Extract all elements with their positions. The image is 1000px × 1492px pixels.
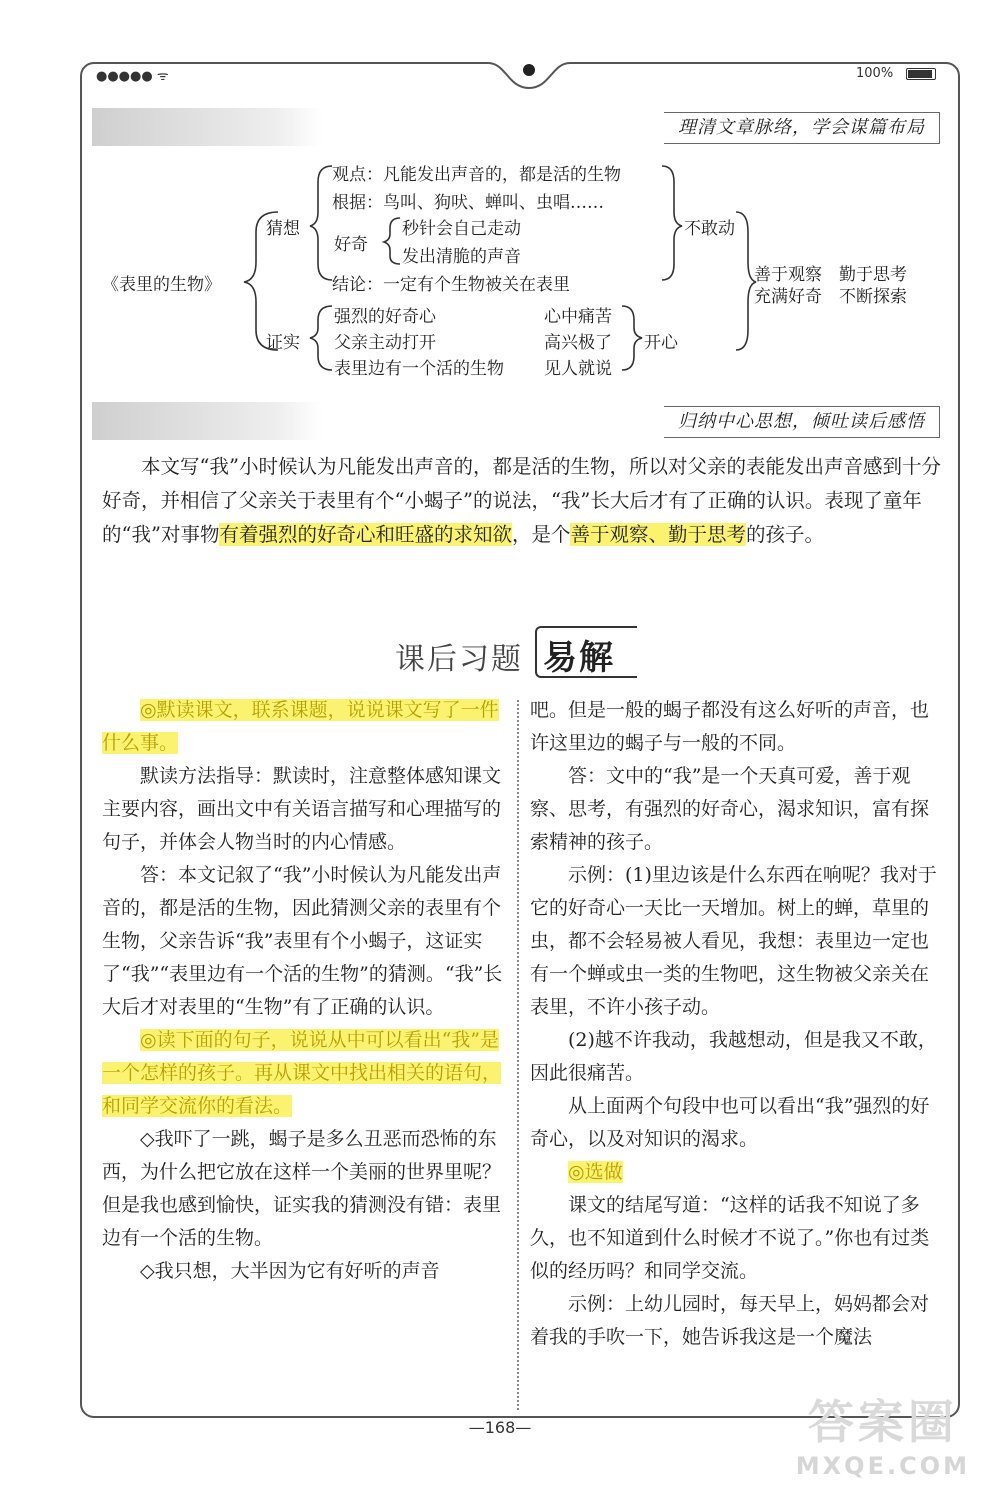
- summary-text: 本文写“我”小时候认为凡能发出声音的，都是活的生物，所以对父亲的表能发出声音感到十分好奇，并相信了父亲关于表里有个“小蝎子”的说法，“我”长大后才有了正确的认识。表现了童年的“我”对事物: [102, 455, 941, 546]
- watermark-url: MXQE.COM: [795, 1452, 970, 1480]
- summary-paragraph: [102, 450, 942, 552]
- signal-icon: ●●●●● ᯤ: [96, 69, 169, 84]
- battery-icon: [906, 68, 936, 80]
- section-tag: [92, 402, 322, 440]
- sentence-2: ◇我只想，大半因为它有好听的声音: [140, 1260, 440, 1282]
- question-3-text: 课文的结尾写道：“这样的话我不知说了多久，也不知道到什么时候才不说了。”你也有过类似的经历吗？和同学交流。: [530, 1194, 930, 1282]
- sentence-2-continued: 吧。但是一般的蝎子都没有这么好听的声音，也许这里边的蝎子与一般的不同。: [530, 699, 930, 754]
- question-3: ◎选做: [568, 1161, 623, 1183]
- summary-highlight-2: 善于观察、勤于思考: [570, 523, 746, 546]
- section-ribbon: 理清文章脉络，学会谋篇布局: [664, 112, 940, 144]
- diagram-evidence: 根据：鸟叫、狗吠、蝉叫、虫唱……: [332, 193, 604, 213]
- section-ribbon: 归纳中心思想，倾吐读后感悟: [664, 406, 940, 438]
- question-1: ◎默读课文，联系课题，说说课文写了一件什么事。: [102, 699, 499, 754]
- diagram-conclusion: 结论：一定有个生物被关在表里: [332, 275, 570, 295]
- diagram-trait-2: 充满好奇 不断探索: [754, 287, 907, 307]
- summary-highlight-1: 有着强烈的好奇心和旺盛的求知欲: [219, 523, 512, 546]
- diagram-feeling-3: 见人就说: [544, 359, 612, 379]
- diagram-viewpoint: 观点：凡能发出声音的，都是活的生物: [332, 165, 621, 185]
- section-header-theme: [92, 402, 940, 440]
- question-2: ◎读下面的句子，说说从中可以看出“我”是一个怎样的孩子。再从课文中找出相关的语句，和同学交流你的看法。: [102, 1029, 502, 1117]
- battery-label: 100%: [856, 66, 894, 81]
- watermark-logo: [796, 1386, 970, 1480]
- diagram-confirm-1: 强烈的好奇心: [334, 307, 436, 327]
- section-tag: [92, 108, 322, 146]
- example-4: 示例：上幼儿园时，每天早上，妈妈都会对着我的手吹一下，她告诉我这是一个魔法: [530, 1293, 930, 1348]
- diagram-curious-a: 秒针会自己走动: [402, 219, 521, 239]
- diagram-happy: 开心: [644, 333, 678, 353]
- diagram-no-touch: 不敢动: [684, 219, 735, 239]
- diagram-feeling-1: 心中痛苦: [544, 307, 612, 327]
- example-conclusion: 从上面两个句段中也可以看出“我”强烈的好奇心，以及对知识的渴求。: [530, 1095, 930, 1150]
- diagram-root: 《表里的生物》: [102, 275, 221, 295]
- page-number: —168—: [468, 1418, 532, 1437]
- diagram-curious-b: 发出清脆的声音: [402, 247, 521, 267]
- watermark-text: 答案圈: [807, 1395, 958, 1449]
- left-column: [102, 694, 504, 1288]
- diagram-guess: 猜想: [266, 219, 300, 239]
- camera-notch: [488, 58, 570, 88]
- diagram-curious: 好奇: [334, 235, 368, 255]
- diagram-feeling-2: 高兴极了: [544, 333, 612, 353]
- section-header-structure: [92, 108, 940, 146]
- diagram-trait-1: 善于观察 勤于思考: [754, 265, 907, 285]
- diagram-confirm-2: 父亲主动打开: [334, 333, 436, 353]
- column-divider: [517, 700, 519, 1410]
- answer-2: 答：文中的“我”是一个天真可爱，善于观察、思考，有强烈的好奇心，渴求知识，富有探索精神的孩子。: [530, 765, 930, 853]
- summary-text: 的孩子。: [746, 523, 825, 546]
- exercise-title-accent: 易解: [543, 638, 615, 678]
- exercise-title-main: 课后习题: [395, 642, 523, 677]
- summary-text: ，是个: [511, 523, 571, 546]
- reading-guide: 默读方法指导：默读时，注意整体感知课文主要内容，画出文中有关语言描写和心理描写的句子，并体会人物当时的内心情感。: [102, 765, 502, 853]
- diagram-confirm-3: 表里边有一个活的生物: [334, 359, 504, 379]
- right-column: [530, 694, 938, 1354]
- diagram-confirm: 证实: [266, 333, 300, 353]
- structure-diagram: [100, 152, 940, 390]
- example-1: 示例：(1)里边该是什么东西在响呢？我对于它的好奇心一天比一天增加。树上的蝉，草里的虫，都不会轻易被人看见，我想：表里边一定也有一个蝉或虫一类的生物吧，这生物被父亲关在表里，不许小孩子动。: [530, 864, 937, 1018]
- example-2: (2)越不许我动，我越想动，但是我又不敢，因此很痛苦。: [530, 1029, 937, 1084]
- sentence-1: ◇我吓了一跳，蝎子是多么丑恶而恐怖的东西，为什么把它放在这样一个美丽的世界里呢？但是我也感到愉快，证实我的猜测没有错：表里边有一个活的生物。: [102, 1128, 502, 1249]
- answer-1: 答：本文记叙了“我”小时候认为凡能发出声音的，都是活的生物，因此猜测父亲的表里有个生物，父亲告诉“我”表里有个小蝎子，这证实了“我”“表里边有一个活的生物”的猜测。“我”长大后才对表里的“生物”有了正确的认识。: [102, 864, 503, 1018]
